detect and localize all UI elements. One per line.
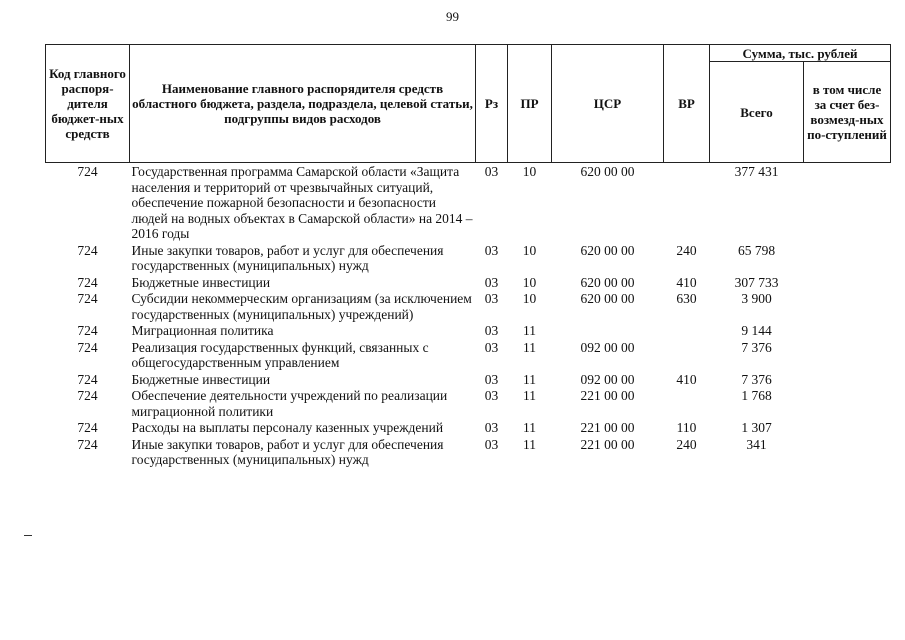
cell-code: 724 xyxy=(77,371,98,387)
header-name: Наименование главного распорядителя средств областного бюджета, раздела, подраздела, целевой статьи, подгруппы видов расходов xyxy=(130,45,476,163)
cell-total: 9 144 xyxy=(741,323,772,338)
cell-grants xyxy=(804,322,891,339)
cell-grants xyxy=(804,274,891,291)
cell-total: 7 376 xyxy=(741,371,772,387)
cell-pr: 10 xyxy=(522,242,537,258)
cell-grants xyxy=(804,387,891,419)
cell-csr: 092 00 00 xyxy=(580,339,635,355)
cell-name: Обеспечение деятельности учреждений по реализации миграционной политики xyxy=(131,388,448,419)
cell-total: 7 376 xyxy=(741,339,772,355)
cell-total: 377 431 xyxy=(734,164,779,179)
cell-vr: 110 xyxy=(676,420,697,435)
cell-pr: 11 xyxy=(523,388,536,403)
cell-csr xyxy=(552,322,664,339)
cell-total: 3 900 xyxy=(741,291,772,306)
cell-vr: 410 xyxy=(676,274,697,290)
cell-vr: 240 xyxy=(676,436,697,452)
cell-name: Государственная программа Самарской области «Защита населения и территорий от чрезвычайных ситуаций, обеспечение пожарной безопасности и безопасности людей на водных объектах в Самарской области» на 2014 – 2016 годы xyxy=(131,164,473,241)
cell-rz: 03 xyxy=(484,371,499,387)
cell-code: 724 xyxy=(77,242,98,258)
cell-code: 724 xyxy=(77,323,98,338)
cell-vr: 630 xyxy=(676,291,697,306)
cell-pr: 10 xyxy=(522,164,537,179)
cell-vr xyxy=(664,339,710,371)
cell-grants xyxy=(804,371,891,388)
cell-code: 724 xyxy=(77,164,98,179)
cell-rz: 03 xyxy=(484,420,499,435)
cell-vr xyxy=(664,322,710,339)
cell-pr: 11 xyxy=(523,420,536,435)
margin-mark xyxy=(24,535,32,536)
table-row xyxy=(46,419,891,436)
header-pr: ПР xyxy=(508,45,552,163)
cell-vr: 240 xyxy=(676,242,697,258)
cell-name: Миграционная политика xyxy=(131,323,274,338)
cell-rz: 03 xyxy=(484,274,499,290)
page-number: 99 xyxy=(446,9,459,24)
cell-code: 724 xyxy=(77,420,98,435)
cell-name: Иные закупки товаров, работ и услуг для обеспечения государственных (муниципальных) нужд xyxy=(131,436,444,467)
cell-name: Расходы на выплаты персоналу казенных учреждений xyxy=(131,420,444,435)
table-row xyxy=(46,436,891,468)
cell-csr: 221 00 00 xyxy=(580,388,635,403)
cell-code: 724 xyxy=(77,291,98,306)
header-grants: в том числе за счет без-возмезд-ных по-ступлений xyxy=(804,62,891,163)
header-total: Всего xyxy=(710,62,804,163)
cell-code: 724 xyxy=(77,339,98,355)
cell-total: 1 307 xyxy=(741,420,772,435)
table-row xyxy=(46,242,891,274)
cell-total: 341 xyxy=(746,436,767,452)
table-body xyxy=(46,163,891,468)
cell-total: 307 733 xyxy=(734,274,779,290)
cell-total: 65 798 xyxy=(737,242,776,258)
cell-vr xyxy=(664,387,710,419)
cell-name: Бюджетные инвестиции xyxy=(131,371,271,387)
cell-pr: 10 xyxy=(522,274,537,290)
cell-grants xyxy=(804,290,891,322)
cell-csr: 620 00 00 xyxy=(580,291,635,306)
table-row xyxy=(46,274,891,291)
cell-csr: 092 00 00 xyxy=(580,371,635,387)
cell-csr: 221 00 00 xyxy=(580,420,635,435)
cell-pr: 11 xyxy=(523,436,536,452)
budget-table xyxy=(45,44,891,468)
cell-code: 724 xyxy=(77,436,98,452)
cell-grants xyxy=(804,163,891,242)
cell-code: 724 xyxy=(77,274,98,290)
header-code: Код главного распоря-дителя бюджет-ных средств xyxy=(46,45,130,163)
cell-csr: 620 00 00 xyxy=(580,164,635,179)
cell-rz: 03 xyxy=(484,339,499,355)
cell-code: 724 xyxy=(77,388,98,403)
header-rz: Рз xyxy=(476,45,508,163)
table-row xyxy=(46,322,891,339)
table-row xyxy=(46,163,891,242)
cell-pr: 11 xyxy=(523,323,536,338)
cell-grants xyxy=(804,419,891,436)
cell-pr: 10 xyxy=(522,291,537,306)
cell-rz: 03 xyxy=(484,164,499,179)
cell-csr: 620 00 00 xyxy=(580,274,635,290)
table-row xyxy=(46,290,891,322)
cell-rz: 03 xyxy=(484,291,499,306)
cell-name: Субсидии некоммерческим организациям (за исключением государственных (муниципальных) учреждений) xyxy=(131,291,472,322)
cell-grants xyxy=(804,436,891,468)
table-row xyxy=(46,387,891,419)
cell-csr: 620 00 00 xyxy=(580,242,635,258)
table-row xyxy=(46,371,891,388)
cell-name: Реализация государственных функций, связанных с общегосударственным управлением xyxy=(131,339,429,370)
cell-pr: 11 xyxy=(523,371,536,387)
cell-name: Иные закупки товаров, работ и услуг для обеспечения государственных (муниципальных) нужд xyxy=(131,242,444,273)
cell-rz: 03 xyxy=(484,436,499,452)
header-vr: ВР xyxy=(664,45,710,163)
cell-rz: 03 xyxy=(484,323,499,338)
header-csr: ЦСР xyxy=(552,45,664,163)
header-sum: Сумма, тыс. рублей xyxy=(710,45,891,62)
cell-name: Бюджетные инвестиции xyxy=(131,274,271,290)
cell-vr xyxy=(664,163,710,242)
cell-grants xyxy=(804,242,891,274)
table-row xyxy=(46,339,891,371)
cell-vr: 410 xyxy=(676,371,697,387)
cell-total: 1 768 xyxy=(741,388,772,403)
cell-pr: 11 xyxy=(523,339,536,355)
cell-grants xyxy=(804,339,891,371)
cell-rz: 03 xyxy=(484,242,499,258)
cell-rz: 03 xyxy=(484,388,499,403)
cell-csr: 221 00 00 xyxy=(580,436,635,452)
